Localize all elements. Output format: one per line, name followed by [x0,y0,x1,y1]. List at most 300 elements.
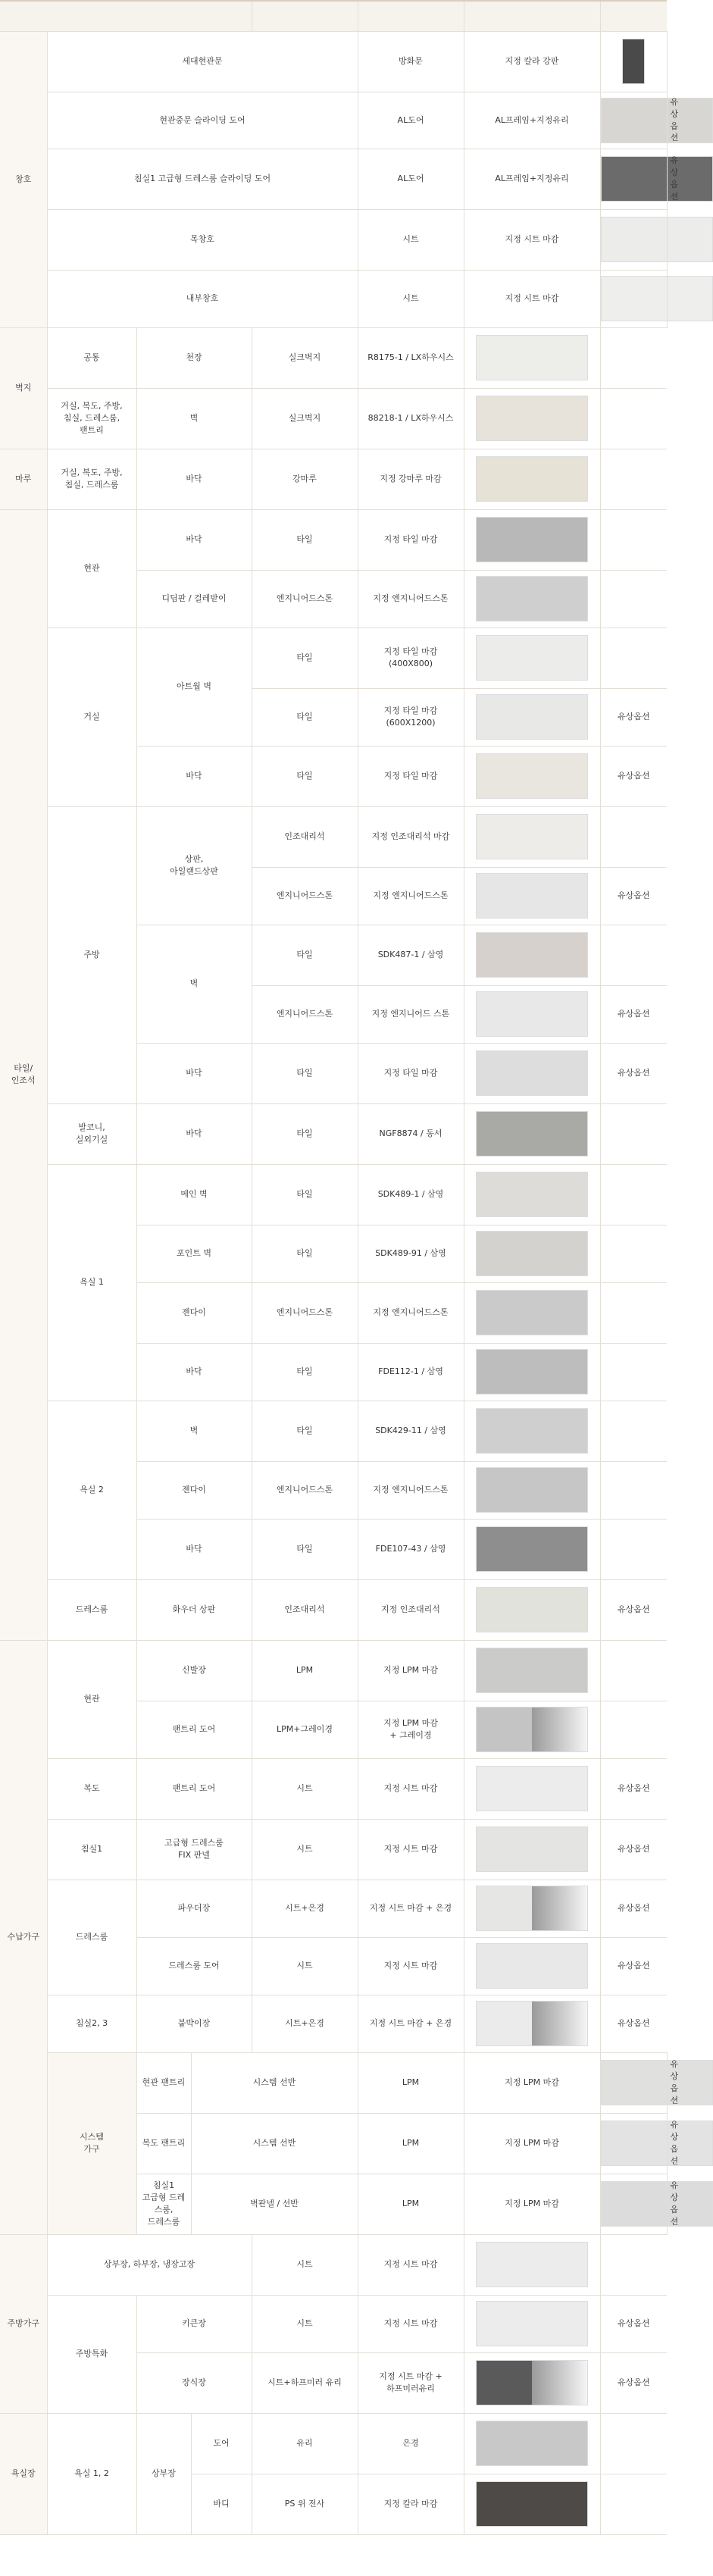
note-cell [600,1343,667,1401]
table-row [0,1640,667,1701]
image-cell [464,1701,600,1758]
note-cell [600,1225,667,1282]
spec-cell: LPM [358,2052,464,2113]
material-swatch [476,1707,588,1752]
spec-cell: 타일 [252,1519,358,1579]
note-cell: 유상옵션 [600,985,667,1043]
material-swatch [476,1290,588,1335]
subcategory-label: 상판, 아일랜드상판 [136,806,252,925]
note-cell [600,388,667,449]
model-cell: 지정 칼라 강판 [464,31,600,92]
subcategory-label: 바닥 [136,1043,252,1103]
subcategory-label: 장식장 [136,2352,252,2413]
model-cell: 지정 강마루 마감 [358,449,464,509]
image-cell [464,1401,600,1461]
subcategory-label: 상부장 [136,2413,191,2534]
table-row [0,388,667,449]
model-cell: SDK429-11 / 삼영 [358,1401,464,1461]
section-label: 욕실장 [0,2413,47,2534]
category-label: 드레스룸 [47,1880,136,1995]
material-swatch [476,991,588,1037]
image-cell [464,1880,600,1937]
image-cell [464,1819,600,1880]
material-swatch [601,276,713,321]
model-cell: 지정 타일 마감 [358,746,464,806]
image-cell [600,2052,667,2113]
table-row [0,1880,667,1937]
spec-cell: 엔지니어드스톤 [252,1282,358,1343]
note-cell [600,1164,667,1225]
category-label: 거실, 복도, 주방, 침실, 드레스룸 [47,449,136,509]
category-label: 현관중문 슬라이딩 도어 [47,92,358,149]
image-cell [600,209,667,270]
material-swatch [476,814,588,859]
model-cell: SDK487-1 / 삼영 [358,925,464,985]
category-label: 욕실 2 [47,1401,136,1579]
category-label: 거실 [47,628,136,806]
table-body [0,31,667,2534]
note-cell [600,806,667,867]
model-cell: 지정 엔지니어드스톤 [358,1461,464,1519]
table-row [0,1758,667,1819]
section-label: 시스템 가구 [47,2052,136,2234]
image-cell [464,1043,600,1103]
model-cell: 지정 LPM 마감 [464,2174,600,2234]
image-cell [464,1640,600,1701]
model-cell: 지정 타일 마감 [358,1043,464,1103]
material-swatch [476,1349,588,1394]
image-cell [464,1225,600,1282]
material-swatch [476,2360,588,2405]
note-cell: 유상옵션 [600,1880,667,1937]
spec-cell: PS 위 전사 [252,2474,358,2534]
image-cell [464,2234,600,2295]
note-cell: 유상옵션 [600,1819,667,1880]
model-cell: 88218-1 / LX하우시스 [358,388,464,449]
spec-cell: 시트 [252,2295,358,2352]
note-cell: 유상옵션 [600,1995,667,2052]
subcategory-label: 벽 [136,925,252,1043]
subcategory-label: 천장 [136,327,252,388]
spec-cell: 강마루 [252,449,358,509]
material-swatch [601,217,713,262]
spec-cell: LPM [358,2174,464,2234]
section-label: 타일/ 인조석 [0,509,47,1640]
category-label: 현관 [47,1640,136,1758]
table-row [0,1103,667,1164]
material-swatch [476,2001,588,2046]
section-label: 마루 [0,449,47,509]
material-swatch [476,1587,588,1632]
subcategory-label: 벽판넬 / 선반 [191,2174,358,2234]
note-cell [600,628,667,688]
image-cell [464,1937,600,1995]
subcategory-label: 바닥 [136,746,252,806]
model-cell: 지정 LPM 마감 + 그레이경 [358,1701,464,1758]
model-cell: 지정 시트 마감 [358,2234,464,2295]
part-label: 바디 [191,2474,252,2534]
spec-cell: 엔지니어드스톤 [252,985,358,1043]
note-cell [600,509,667,570]
spec-cell: 엔지니어드스톤 [252,867,358,925]
spec-cell: 타일 [252,628,358,688]
subcategory-label: 바닥 [136,509,252,570]
model-cell: 지정 엔지니어드스톤 [358,1282,464,1343]
material-swatch [476,1408,588,1454]
note-cell [600,327,667,388]
spec-cell: 타일 [252,688,358,746]
subcategory-label: 디딤판 / 걸레받이 [136,570,252,628]
subcategory-label: 벽 [136,1401,252,1461]
table-row [0,509,667,570]
spec-cell: 유리 [252,2413,358,2474]
material-swatch [476,2301,588,2346]
note-cell [600,1701,667,1758]
header-image [464,1,600,31]
spec-cell: 타일 [252,1043,358,1103]
category-label: 내부창호 [47,270,358,327]
spec-cell: 타일 [252,1225,358,1282]
material-swatch [601,2121,713,2166]
category-label: 공통 [47,327,136,388]
spec-cell: 시트 [252,1819,358,1880]
subcategory-label: 신발장 [136,1640,252,1701]
image-cell [464,806,600,867]
note-cell: 유상옵션 [600,1937,667,1995]
model-cell: 지정 LPM 마감 [358,1640,464,1701]
note-cell: 유상옵션 [600,688,667,746]
note-cell [600,2474,667,2534]
note-cell [600,1640,667,1701]
spec-cell: LPM [252,1640,358,1701]
image-cell [464,628,600,688]
material-swatch [476,1050,588,1096]
subcategory-label: 젠다이 [136,1461,252,1519]
note-cell: 유상옵션 [600,867,667,925]
note-cell: 유상옵션 [600,1579,667,1640]
table-row [0,1164,667,1225]
note-cell: 유상옵션 [600,746,667,806]
image-cell [464,327,600,388]
model-cell: SDK489-1 / 삼영 [358,1164,464,1225]
table-row [0,209,667,270]
model-cell: 지정 시트 마감 [358,1819,464,1880]
image-cell [464,1461,600,1519]
subcategory-label: 벽 [136,388,252,449]
spec-cell: 시트+은경 [252,1995,358,2052]
model-cell: 지정 엔지니어드 스톤 [358,985,464,1043]
image-cell [464,1758,600,1819]
category-label: 주방 [47,806,136,1103]
image-cell [464,1282,600,1343]
note-cell [600,1401,667,1461]
spec-cell: 시트 [252,2234,358,2295]
spec-cell: 타일 [252,1103,358,1164]
subcategory-label: 팬트리 도어 [136,1758,252,1819]
material-swatch [476,1766,588,1811]
category-label: 복도 [47,1758,136,1819]
model-cell: 지정 시트 마감 + 은경 [358,1880,464,1937]
table-row [0,1995,667,2052]
table-row [0,2052,667,2113]
table-row [0,2413,667,2474]
image-cell [464,388,600,449]
category-label: 거실, 복도, 주방, 침실, 드레스룸, 팬트리 [47,388,136,449]
subcategory-label: 고급형 드레스룸 FIX 판넬 [136,1819,252,1880]
image-cell [600,2174,667,2234]
image-cell [464,867,600,925]
model-cell: 지정 타일 마감 (600X1200) [358,688,464,746]
subcategory-label: 파우더장 [136,1880,252,1937]
spec-cell: 타일 [252,925,358,985]
material-swatch [476,753,588,799]
subcategory-label: 시스템 선반 [191,2113,358,2174]
model-cell: 지정 시트 마감 [358,2295,464,2352]
model-cell: 지정 LPM 마감 [464,2113,600,2174]
note-cell [600,1282,667,1343]
model-cell: 지정 시트 마감 [358,1937,464,1995]
spec-cell: 실크벽지 [252,388,358,449]
model-cell: FDE107-43 / 삼영 [358,1519,464,1579]
material-swatch [476,1943,588,1989]
table-row [0,1579,667,1640]
table-row [0,1401,667,1461]
note-cell [600,449,667,509]
table-row [0,628,667,688]
category-label: 현관 팬트리 [136,2052,191,2113]
spec-cell: 시트 [358,209,464,270]
table-row [0,806,667,867]
table-row [0,2234,667,2295]
spec-cell: 인조대리석 [252,806,358,867]
material-swatch [476,1231,588,1276]
image-cell [464,2413,600,2474]
subcategory-label: 바닥 [136,1519,252,1579]
subcategory-label: 화우더 상판 [136,1579,252,1640]
model-cell: SDK489-91 / 삼영 [358,1225,464,1282]
material-swatch [476,1111,588,1157]
table-row [0,449,667,509]
material-swatch [476,873,588,919]
material-swatch [476,396,588,441]
section-label: 벽지 [0,327,47,449]
image-cell [464,1343,600,1401]
header-category [0,1,252,31]
model-cell: 은경 [358,2413,464,2474]
spec-cell: 타일 [252,1401,358,1461]
model-cell: FDE112-1 / 삼영 [358,1343,464,1401]
material-swatch [476,2242,588,2287]
subcategory-label: 젠다이 [136,1282,252,1343]
subcategory-label: 붙박이장 [136,1995,252,2052]
model-cell: 지정 엔지니어드스톤 [358,867,464,925]
category-label: 침실1 고급형 드레스룸 슬라이딩 도어 [47,149,358,209]
header-model [358,1,464,31]
material-swatch [476,932,588,978]
category-label: 욕실 1, 2 [47,2413,136,2534]
image-cell [464,449,600,509]
subcategory-label: 바닥 [136,1103,252,1164]
subcategory-label: 아트월 벽 [136,628,252,746]
material-swatch [476,1886,588,1931]
model-cell: 지정 타일 마감 (400X800) [358,628,464,688]
model-cell: 지정 타일 마감 [358,509,464,570]
table-row [0,31,667,92]
spec-cell: LPM+그레이경 [252,1701,358,1758]
material-swatch [476,517,588,562]
image-cell [464,2474,600,2534]
image-cell [464,746,600,806]
table-row [0,327,667,388]
spec-cell: 엔지니어드스톤 [252,1461,358,1519]
header-spec [252,1,358,31]
note-cell [600,1103,667,1164]
material-swatch [476,1826,588,1872]
table-row [0,2295,667,2352]
category-label: 드레스룸 [47,1579,136,1640]
note-cell [600,925,667,985]
image-cell [600,149,667,209]
image-cell [464,925,600,985]
subcategory-label: 드레스룸 도어 [136,1937,252,1995]
material-swatch [476,576,588,621]
material-swatch [601,2181,713,2227]
image-cell [464,1995,600,2052]
image-cell [464,2295,600,2352]
spec-cell: 타일 [252,1343,358,1401]
note-cell [600,1461,667,1519]
material-swatch [476,1467,588,1513]
spec-cell: 시트+은경 [252,1880,358,1937]
category-label: 목창호 [47,209,358,270]
spec-cell: 시트 [252,1937,358,1995]
table-row [0,270,667,327]
model-cell: 지정 인조대리석 마감 [358,806,464,867]
model-cell: 지정 인조대리석 [358,1579,464,1640]
material-swatch [476,2421,588,2466]
model-cell: 지정 시트 마감 [358,1758,464,1819]
note-cell: 유상옵션 [600,2295,667,2352]
spec-cell: 실크벽지 [252,327,358,388]
material-swatch [476,694,588,740]
model-cell: 지정 LPM 마감 [464,2052,600,2113]
category-label: 발코니, 실외기실 [47,1103,136,1164]
note-cell [600,2413,667,2474]
subcategory-label: 포인트 벽 [136,1225,252,1282]
spec-cell: 인조대리석 [252,1579,358,1640]
image-cell [464,1164,600,1225]
category-label: 주방특화 [47,2295,136,2413]
material-swatch [601,2060,713,2105]
image-cell [600,270,667,327]
spec-cell: 방화문 [358,31,464,92]
spec-cell: 시트 [252,1758,358,1819]
model-cell: AL프레임+지정유리 [464,92,600,149]
subcategory-label: 시스템 선반 [191,2052,358,2113]
material-swatch [476,456,588,502]
table-row [0,92,667,149]
model-cell: 지정 시트 마감 [464,209,600,270]
subcategory-label: 바닥 [136,449,252,509]
image-cell [600,92,667,149]
image-cell [464,570,600,628]
note-cell [600,2234,667,2295]
spec-cell: 엔지니어드스톤 [252,570,358,628]
spec-cell: 타일 [252,509,358,570]
image-cell [464,1103,600,1164]
material-swatch [476,335,588,380]
category-label: 복도 팬트리 [136,2113,191,2174]
category-label: 상부장, 하부장, 냉장고장 [47,2234,252,2295]
category-label: 침실1 고급형 드레스룸, 드레스룸 [136,2174,191,2234]
material-swatch [476,1526,588,1572]
spec-cell: 시트 [358,270,464,327]
model-cell: 지정 시트 마감 + 하프미러유리 [358,2352,464,2413]
note-cell: 유상옵션 [600,2352,667,2413]
category-label: 욕실 1 [47,1164,136,1401]
model-cell: R8175-1 / LX하우시스 [358,327,464,388]
header-note [600,1,667,31]
model-cell: 지정 시트 마감 [464,270,600,327]
image-cell [600,31,667,92]
note-cell: 유상옵션 [600,1758,667,1819]
spec-cell: LPM [358,2113,464,2174]
material-swatch [601,98,713,143]
model-cell: NGF8874 / 동서 [358,1103,464,1164]
subcategory-label: 키큰장 [136,2295,252,2352]
spec-cell: 타일 [252,1164,358,1225]
image-cell [464,1579,600,1640]
section-label: 창호 [0,31,47,327]
subcategory-label: 바닥 [136,1343,252,1401]
category-label: 세대현관문 [47,31,358,92]
note-cell [600,570,667,628]
material-swatch [476,2481,588,2527]
model-cell: 지정 시트 마감 + 은경 [358,1995,464,2052]
category-label: 현관 [47,509,136,628]
material-swatch [601,156,713,202]
part-label: 도어 [191,2413,252,2474]
table-row [0,149,667,209]
note-cell [600,1519,667,1579]
subcategory-label: 메인 벽 [136,1164,252,1225]
table-row [0,1819,667,1880]
spec-cell: 시트+하프미러 유리 [252,2352,358,2413]
spec-cell: AL도어 [358,149,464,209]
spec-cell: 타일 [252,746,358,806]
section-label: 주방가구 [0,2234,47,2413]
image-cell [464,985,600,1043]
model-cell: 지정 칼라 마감 [358,2474,464,2534]
category-label: 침실2, 3 [47,1995,136,2052]
model-cell: AL프레임+지정유리 [464,149,600,209]
note-cell: 유상옵션 [600,1043,667,1103]
image-cell [600,2113,667,2174]
material-swatch [476,1648,588,1693]
image-cell [464,688,600,746]
section-label: 수납가구 [0,1640,47,2234]
subcategory-label: 팬트리 도어 [136,1701,252,1758]
image-cell [464,1519,600,1579]
category-label: 침실1 [47,1819,136,1880]
model-cell: 지정 엔지니어드스톤 [358,570,464,628]
spec-cell: AL도어 [358,92,464,149]
material-swatch [476,635,588,681]
material-swatch [476,1172,588,1217]
image-cell [464,2352,600,2413]
image-cell [464,509,600,570]
material-swatch [622,39,645,84]
